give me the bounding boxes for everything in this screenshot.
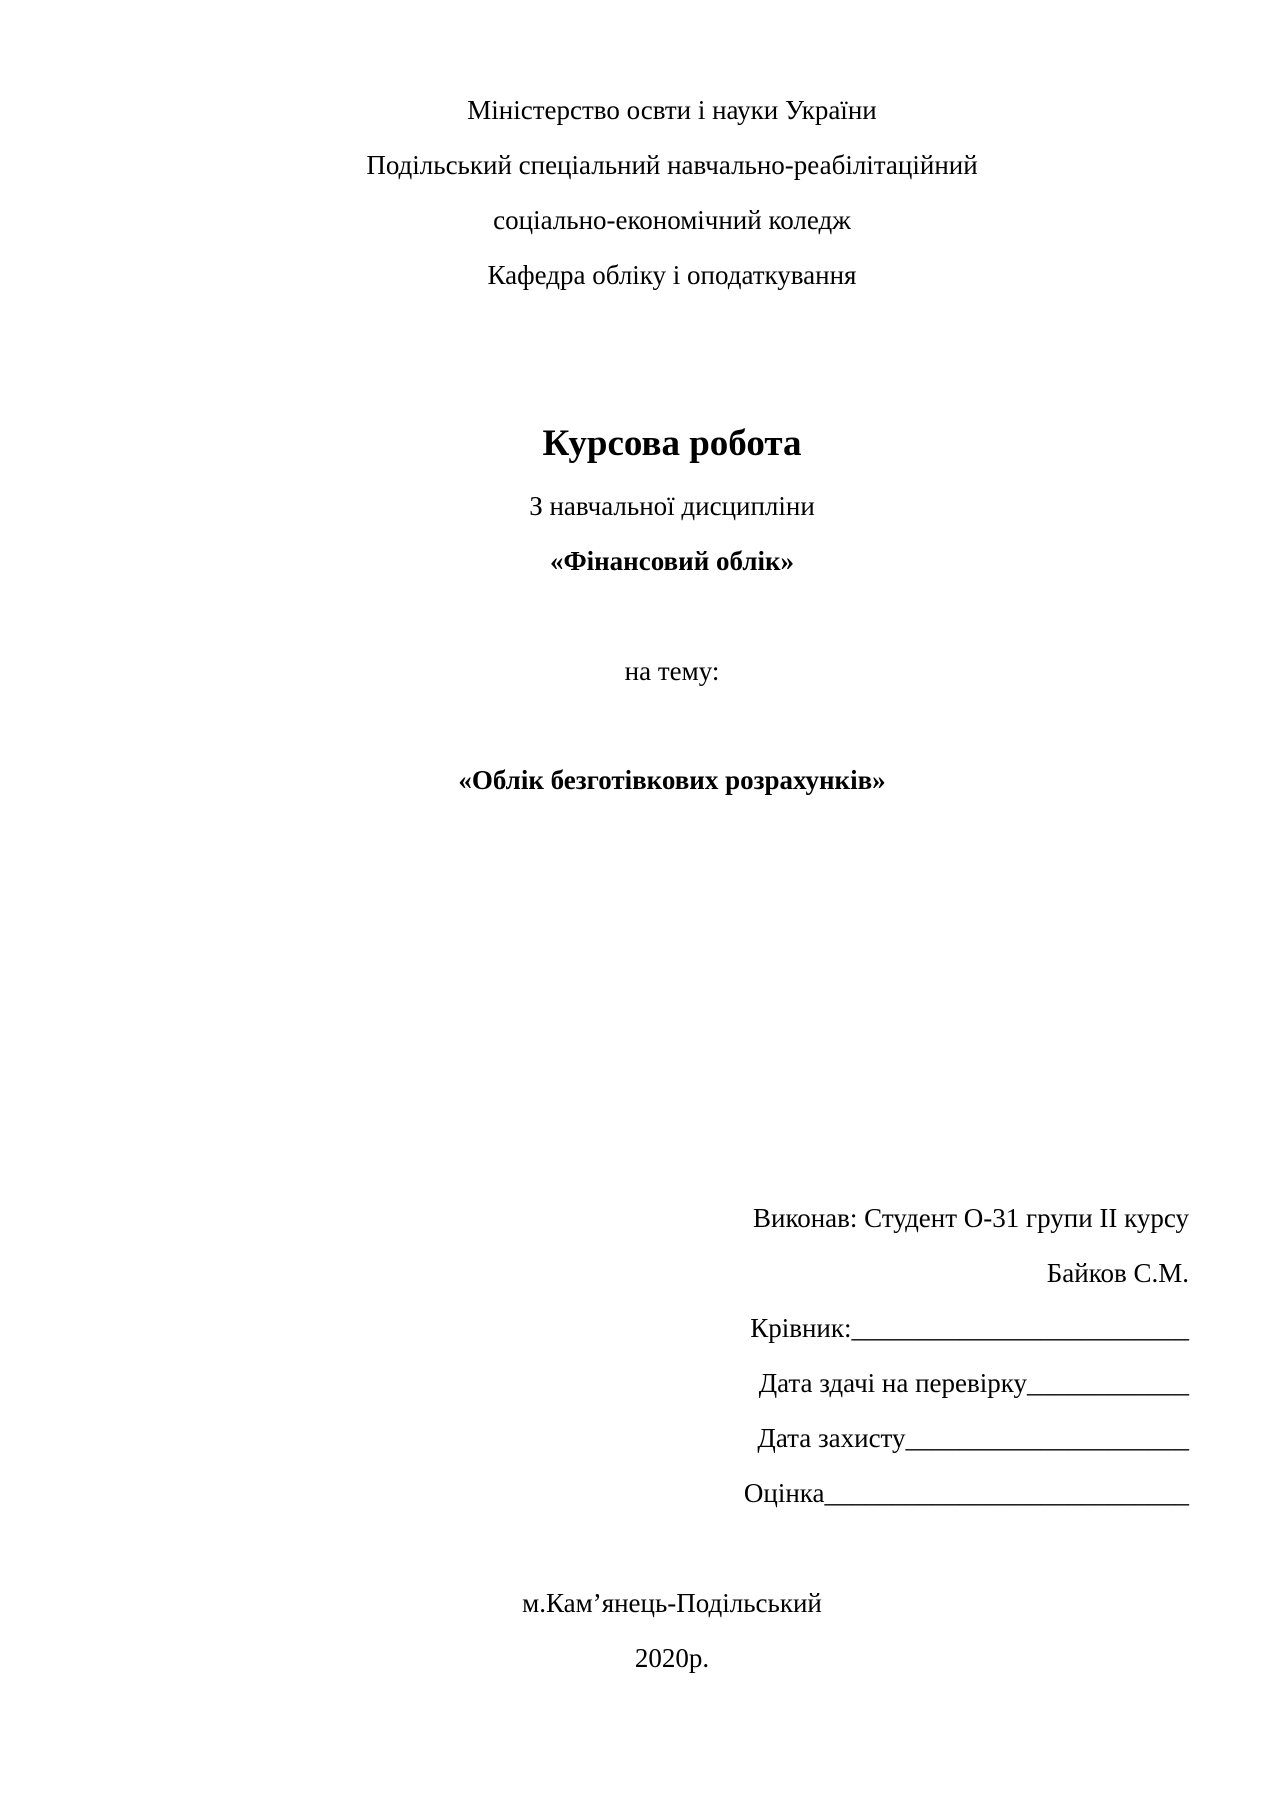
city-line: м.Кам’янець-Подільський [522,1588,822,1618]
department-line: Кафедра обліку і оподаткування [487,260,857,290]
discipline-intro: З навчальної дисципліни [529,491,815,521]
ministry-line: Міністерство освти і науки України [467,95,877,125]
college-line-2: соціально-економічний коледж [493,205,851,235]
topic-name: «Облік безготівкових розрахунків» [458,765,886,795]
year-line: 2020р. [634,1643,710,1673]
supervisor-line: Крівник:_________________________ [750,1313,1189,1343]
grade-line: Оцінка___________________________ [743,1478,1189,1508]
document-title: Курсова робота [542,423,802,464]
college-line-1: Подільський спеціальний навчально-реабілітаційний [366,150,978,180]
defense-date-line: Дата захисту_____________________ [757,1423,1189,1453]
discipline-name: «Фінансовий облік» [549,546,795,576]
performed-by-line: Виконав: Студент О-31 групи ІІ курсу [753,1203,1189,1233]
submission-date-line: Дата здачі на перевірку____________ [758,1368,1189,1398]
student-name: Байков С.М. [1046,1258,1189,1288]
topic-intro: на тему: [624,656,720,686]
